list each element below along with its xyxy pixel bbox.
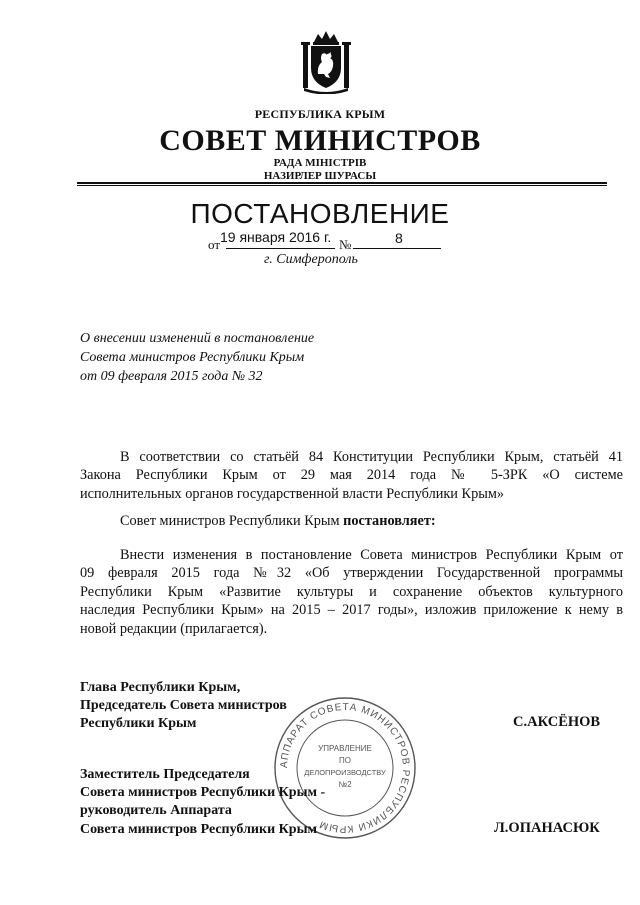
signature-title-line: Совета министров Республики Крым - — [80, 785, 326, 801]
date-underline — [226, 248, 335, 249]
date-prefix: от — [208, 237, 221, 252]
signature-title-line: Совета министров Республики Крым — [80, 821, 318, 837]
document-date: 19 января 2016 г. — [220, 229, 332, 245]
council-name-ukrainian: РАДА МІНІСТРІВ — [273, 157, 367, 169]
paragraph-line: исполнительных органов государственной власти Республики Крым» — [80, 485, 505, 502]
paragraph-line: новой редакции (прилагается). — [80, 620, 268, 637]
document-type: ПОСТАНОВЛЕНИЕ — [190, 198, 450, 229]
council-name-crimean-tatar: НАЗИРЛЕР ШУРАСЫ — [263, 170, 377, 182]
stamp-text: ПО — [339, 756, 351, 765]
paragraph-line: Республики Крым «Развитие культуры и сохранение объектов культурного — [80, 583, 623, 600]
paragraph-line: 09 февраля 2015 года №32 «Об утверждении Государственной программы — [80, 565, 623, 582]
document-subject — [80, 329, 314, 386]
signatory-name-head: С.АКСЁНОВ — [513, 714, 601, 730]
resolution-paragraph — [120, 513, 436, 530]
stamp-text: №2 — [338, 780, 352, 789]
republic-name: РЕСПУБЛИКА КРЫМ — [254, 107, 386, 121]
signature-title-line: Глава Республики Крым, — [80, 680, 241, 695]
paragraph-line: наследия Республики Крым» на 2015 – 2017 годы», изложив приложение к нему в — [80, 602, 623, 619]
subject-line: Совета министров Республики Крым — [80, 350, 305, 365]
paragraph-line: В соответствии со статьёй 84 Конституции Республики Крым, статьёй 41 — [120, 449, 623, 465]
stamp-ring-text: АППАРАТ СОВЕТА МИНИСТРОВ РЕСПУБЛИКИ КРЫМ — [278, 701, 412, 835]
subject-line: О внесении изменений в постановление — [80, 331, 315, 346]
signature-block-deputy — [80, 766, 325, 839]
resolution-keyword: постановляет: — [343, 513, 436, 529]
document-city: г. Симферополь — [264, 252, 358, 267]
paragraph-line: Закона Республики Крым от 29 мая 2014 года № 5-ЗРК «О системе — [80, 467, 623, 484]
stamp-text: УПРАВЛЕНИЕ — [318, 744, 372, 753]
signature-title-line: Председатель Совета министров — [80, 698, 287, 714]
signatory-name-deputy: Л.ОПАНАСЮК — [494, 820, 600, 836]
paragraph-line: Внести изменения в постановление Совета министров Республики Крым от — [120, 547, 623, 563]
number-prefix: № — [339, 237, 352, 252]
signature-title-line: Заместитель Председателя — [80, 767, 250, 782]
signature-block-head — [80, 679, 287, 734]
signature-title-line: руководитель Аппарата — [80, 803, 232, 819]
header-divider-thin — [77, 185, 607, 186]
resolution-text: Совет министров Республики Крым — [120, 513, 344, 529]
subject-line: от 09 февраля 2015 года № 32 — [80, 369, 263, 384]
council-name: СОВЕТ МИНИСТРОВ — [159, 124, 481, 157]
amendment-paragraph — [80, 546, 623, 638]
preamble-paragraph — [80, 448, 623, 503]
stamp-text: ДЕЛОПРОИЗВОДСТВУ — [304, 768, 386, 777]
header-divider-thick — [77, 182, 607, 184]
document-number: 8 — [395, 230, 403, 246]
signature-title-line: Республики Крым — [80, 716, 197, 732]
number-underline — [353, 248, 441, 249]
crimea-coat-of-arms-icon — [300, 28, 352, 94]
